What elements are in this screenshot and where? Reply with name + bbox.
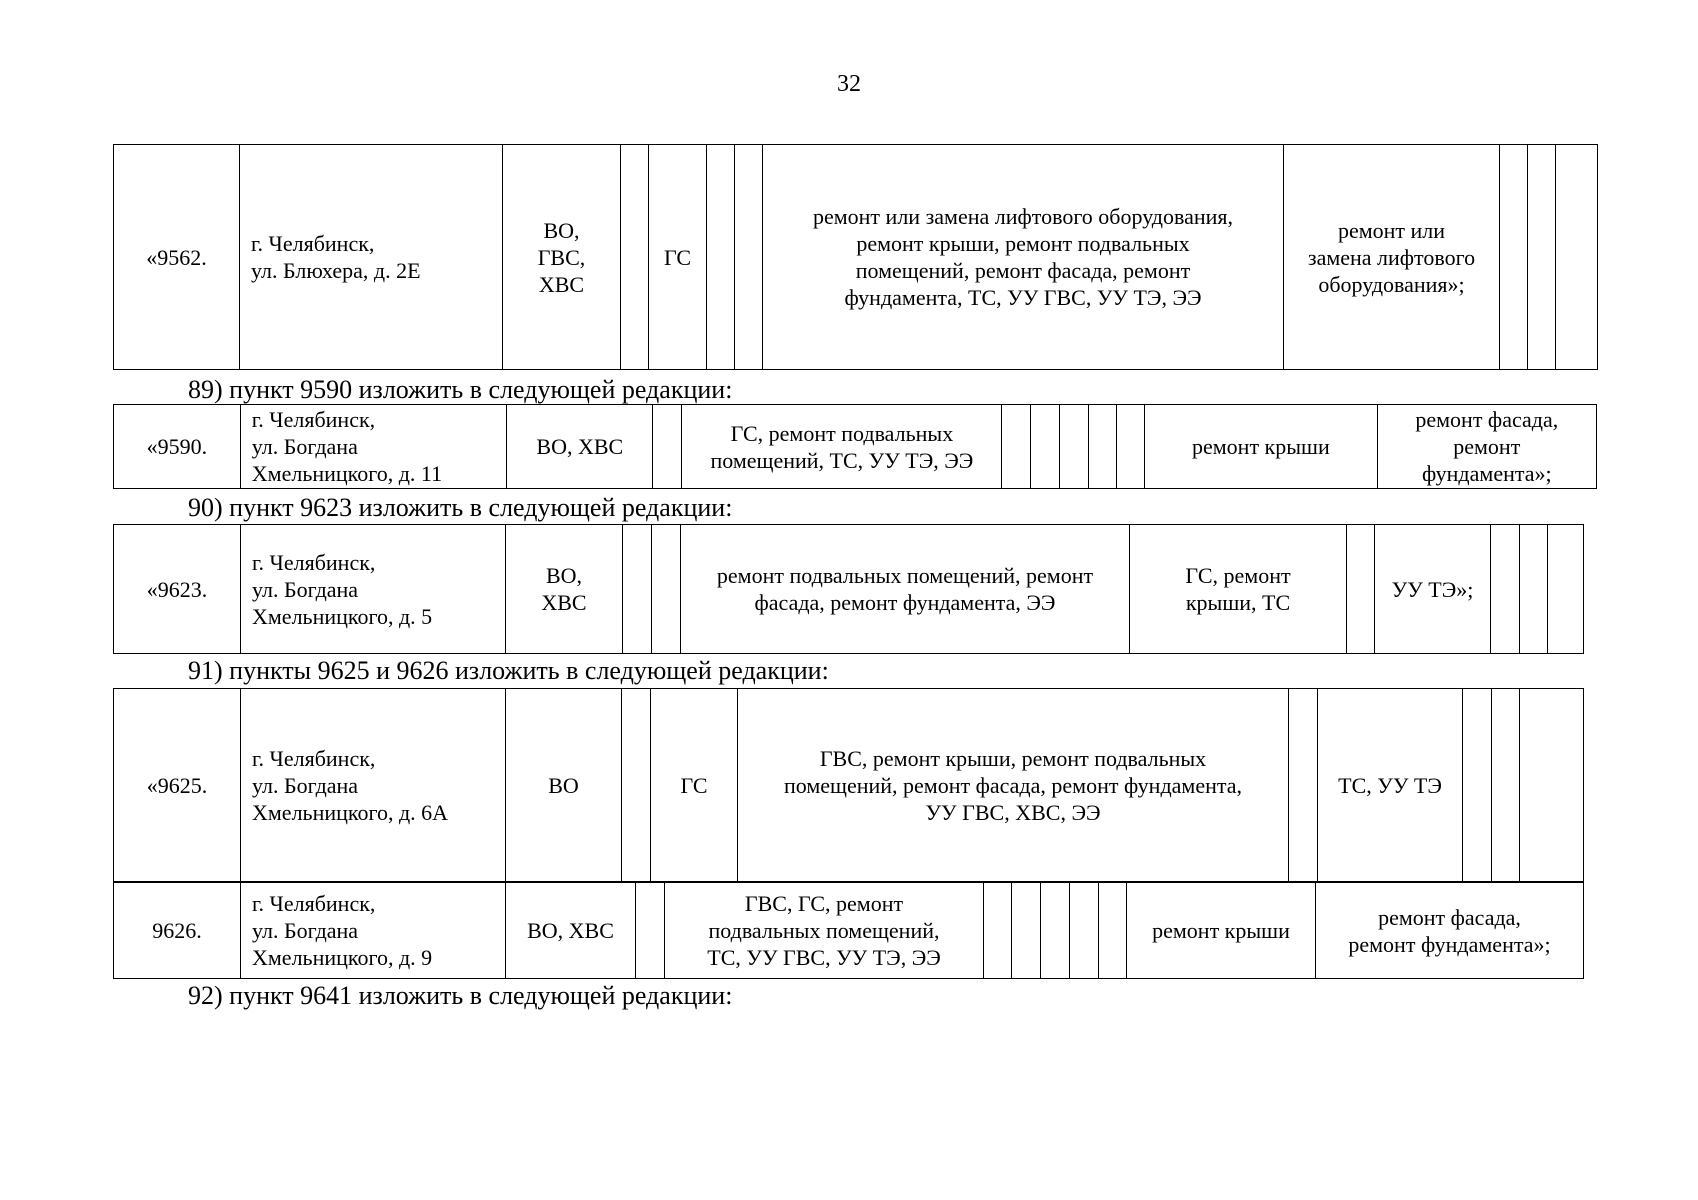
empty-cell: [1012, 883, 1041, 979]
address-line: ул. Богдана: [251, 434, 358, 459]
cell-line: ремонт или замена лифтового оборудования,: [812, 204, 1234, 229]
address-line: г. Челябинск,: [252, 549, 376, 575]
address-line: Хмельницкого, д. 5: [252, 603, 433, 629]
empty-cell: [621, 145, 649, 370]
cell-line: ГВС, ГС, ремонт: [744, 891, 904, 916]
address-line: г. Челябинск,: [251, 231, 375, 256]
cell-col3: ВО, ХВС: [506, 883, 636, 979]
empty-cell: [1070, 883, 1099, 979]
instruction-89: 89) пункт 9590 изложить в следующей редакции:: [188, 375, 733, 404]
address-cell: [240, 145, 503, 370]
empty-cell: [1117, 405, 1145, 489]
cell-col3: ВО, ХВС: [507, 405, 653, 489]
empty-cell: [652, 525, 681, 654]
empty-cell: [984, 883, 1012, 979]
cell-line: ремонт фасада,: [1415, 407, 1559, 432]
cell-line: помещений, ТС, УУ ТЭ, ЭЭ: [710, 447, 974, 473]
address-line: г. Челябинск,: [251, 407, 376, 432]
cell-col3: [503, 145, 621, 370]
cell-col5: [665, 883, 984, 979]
cell-col11: [1316, 883, 1584, 979]
cell-line: оборудования»;: [1318, 271, 1465, 297]
page-number: 32: [837, 71, 861, 97]
row-number: «9562.: [114, 145, 240, 370]
empty-cell: [1463, 689, 1492, 882]
cell-col11: [1377, 405, 1596, 489]
cell-line: ТС, УУ ГВС, УУ ТЭ, ЭЭ: [707, 945, 941, 970]
table-9623: [113, 524, 1584, 654]
table-9625: [113, 688, 1584, 882]
address-cell: [240, 405, 507, 489]
cell-col3: [506, 525, 623, 654]
empty-cell: [1041, 883, 1070, 979]
cell-line: ремонт подвальных помещений, ремонт: [716, 563, 1094, 588]
empty-cell: [1520, 525, 1548, 654]
empty-cell: [653, 405, 682, 489]
table-row: [114, 883, 1584, 979]
cell-line: помещений, ремонт фасада, ремонт: [855, 258, 1191, 283]
cell-line: замена лифтового: [1307, 244, 1476, 270]
cell-line: ВО,: [545, 563, 583, 588]
table-row: [114, 525, 1584, 654]
empty-cell: [1099, 883, 1127, 979]
address-line: г. Челябинск,: [252, 891, 376, 916]
cell-line: УУ ГВС, ХВС, ЭЭ: [925, 799, 1101, 825]
cell-line: ХВС: [541, 590, 587, 615]
table-row: [114, 145, 1598, 370]
cell-line: ремонт или: [1337, 217, 1446, 243]
cell-col9: [1284, 145, 1500, 370]
cell-line: ГС, ремонт: [1185, 563, 1291, 588]
empty-cell: [1548, 525, 1584, 654]
row-number: «9625.: [114, 689, 241, 882]
empty-cell: [735, 145, 763, 370]
cell-col8: ТС, УУ ТЭ: [1318, 689, 1463, 882]
address-line: г. Челябинск,: [252, 745, 376, 771]
cell-col9: УУ ТЭ»;: [1375, 525, 1491, 654]
cell-col10: ремонт крыши: [1145, 405, 1377, 489]
address-line: ул. Богдана: [252, 772, 359, 798]
cell-col8: [763, 145, 1284, 370]
cell-col5: ГС: [651, 689, 738, 882]
cell-line: ГВС, ремонт крыши, ремонт подвальных: [819, 745, 1207, 771]
cell-col5: ГС: [649, 145, 707, 370]
cell-col3: ВО: [506, 689, 622, 882]
address-line: Хмельницкого, д. 9: [252, 945, 433, 970]
address-line: ул. Богдана: [252, 918, 359, 943]
empty-cell: [1088, 405, 1116, 489]
empty-cell: [1059, 405, 1088, 489]
cell-line: фундамента»;: [1421, 461, 1552, 486]
cell-line: крыши, ТС: [1185, 590, 1291, 615]
empty-cell: [1528, 145, 1556, 370]
cell-line: ремонт: [1453, 434, 1521, 459]
empty-cell: [1030, 405, 1059, 489]
table-9626: [113, 882, 1584, 979]
address-line: ул. Блюхера, д. 2Е: [251, 258, 421, 283]
cell-col6: [738, 689, 1289, 882]
empty-cell: [1491, 525, 1520, 654]
table-9590: [113, 404, 1597, 489]
empty-cell: [1289, 689, 1318, 882]
address-cell: [241, 883, 506, 979]
cell-line: ХВС: [538, 271, 585, 297]
cell-line: помещений, ремонт фасада, ремонт фундамента,: [783, 772, 1243, 798]
cell-line: фундамента, ТС, УУ ГВС, УУ ТЭ, ЭЭ: [844, 285, 1202, 310]
instruction-90: 90) пункт 9623 изложить в следующей редакции:: [188, 493, 733, 522]
instruction-91: 91) пункты 9625 и 9626 изложить в следующей редакции:: [188, 656, 829, 685]
empty-cell: [1520, 689, 1584, 882]
row-number: 9626.: [114, 883, 241, 979]
cell-line: ремонт крыши, ремонт подвальных: [856, 231, 1190, 256]
empty-cell: [636, 883, 665, 979]
table-row: [114, 405, 1597, 489]
instruction-92: 92) пункт 9641 изложить в следующей редакции:: [188, 981, 733, 1010]
cell-col7: [1130, 525, 1347, 654]
cell-line: подвальных помещений,: [708, 918, 940, 943]
empty-cell: [707, 145, 735, 370]
empty-cell: [622, 689, 651, 882]
empty-cell: [1500, 145, 1528, 370]
row-number: «9590.: [114, 405, 241, 489]
address-line: Хмельницкого, д. 6А: [252, 799, 449, 825]
cell-line: ремонт фасада,: [1378, 904, 1521, 930]
empty-cell: [1002, 405, 1030, 489]
row-number: «9623.: [114, 525, 241, 654]
address-cell: [241, 689, 506, 882]
empty-cell: [1556, 145, 1598, 370]
cell-col10: ремонт крыши: [1127, 883, 1316, 979]
cell-line: ремонт фундамента»;: [1348, 931, 1551, 957]
table-9562: [113, 144, 1598, 370]
table-row: [114, 689, 1584, 882]
cell-col5: [682, 405, 1002, 489]
address-line: ул. Богдана: [252, 576, 359, 602]
cell-line: фасада, ремонт фундамента, ЭЭ: [754, 590, 1056, 615]
empty-cell: [1347, 525, 1375, 654]
empty-cell: [623, 525, 652, 654]
cell-line: ВО,: [543, 217, 580, 243]
address-line: Хмельницкого, д. 11: [251, 461, 443, 486]
cell-col6: [681, 525, 1130, 654]
address-cell: [241, 525, 506, 654]
cell-line: ГС, ремонт подвальных: [730, 420, 954, 446]
empty-cell: [1492, 689, 1520, 882]
cell-line: ГВС,: [537, 244, 586, 270]
